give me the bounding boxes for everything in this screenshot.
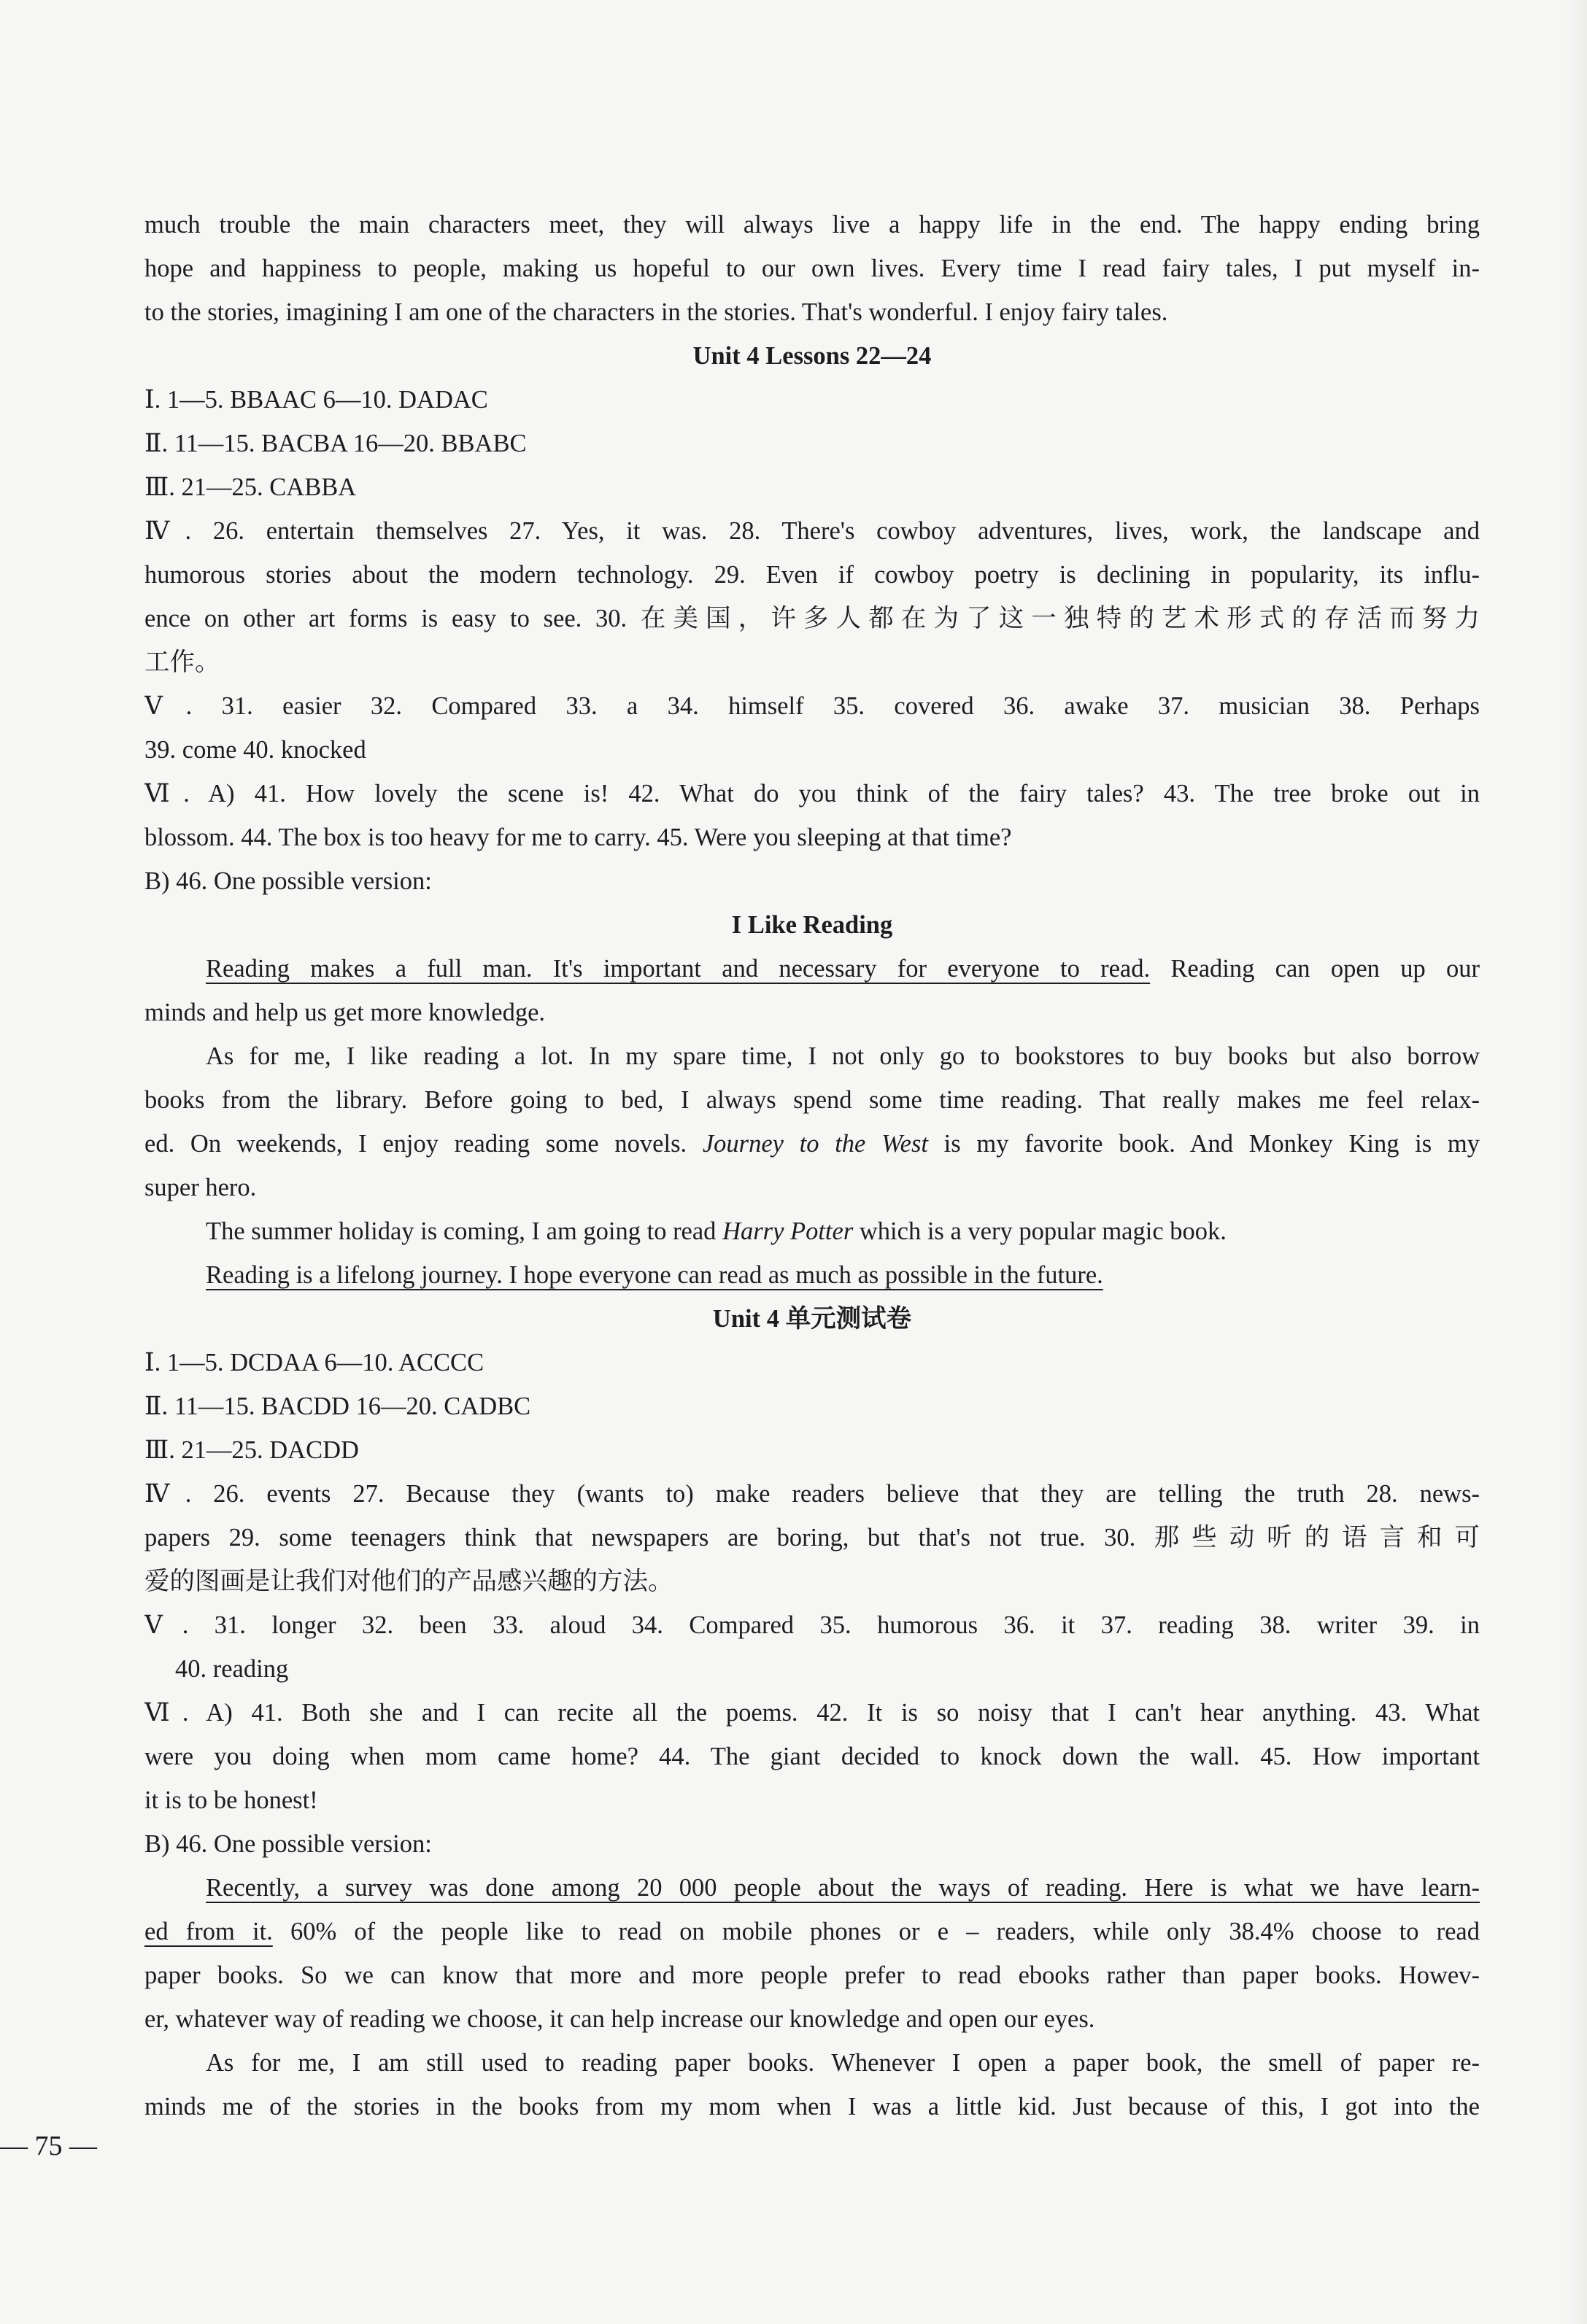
- text-line: [144, 378, 1480, 422]
- answer-key-page: [144, 203, 1480, 2129]
- text-line: [144, 1034, 1480, 1078]
- text-line: [144, 1910, 1480, 1953]
- text-line: [144, 1472, 1480, 1516]
- line-text: As for me, I am still used to reading paper books. Whenever I open a paper book, the smell of paper re-: [206, 2049, 1480, 2077]
- text-line: [144, 816, 1480, 859]
- line-text: humorous stories about the modern technology. 29. Even if cowboy poetry is declining in popularity, its influ-: [144, 561, 1480, 589]
- line-text: Ⅲ. 21—25. CABBA: [144, 473, 357, 501]
- line-text: Ⅵ. A) 41. Both she and I can recite all the poems. 42. It is so noisy that I can't hear anything. 43. What: [144, 1699, 1480, 1727]
- line-text: Ⅱ. 11—15. BACDD 16—20. CADBC: [144, 1393, 531, 1420]
- line-text: Reading makes a full man. It's important and necessary for everyone to read.: [206, 955, 1151, 983]
- text-line: [144, 465, 1480, 509]
- line-text: Ⅵ. A) 41. How lovely the scene is! 42. What do you think of the fairy tales? 43. The tree broke out in: [144, 780, 1480, 807]
- text-line: [144, 1078, 1480, 1122]
- line-text: Ⅰ. 1—5. BBAAC 6—10. DADAC: [144, 386, 488, 414]
- text-line: [144, 1341, 1480, 1384]
- text-line: [144, 1691, 1480, 1735]
- line-text: it is to be honest!: [144, 1786, 318, 1814]
- line-text-continued: is my favorite book. And Monkey King is my: [927, 1130, 1480, 1158]
- text-line: [144, 1735, 1480, 1778]
- line-text-continued: which is a very popular magic book.: [853, 1217, 1227, 1245]
- line-text: 40. reading: [175, 1655, 289, 1683]
- text-line: [144, 947, 1480, 991]
- text-line: [144, 597, 1480, 640]
- text-line: [144, 2041, 1480, 2085]
- line-text: Unit 4 Lessons 22—24: [692, 342, 932, 370]
- line-text: blossom. 44. The box is too heavy for me to carry. 45. Were you sleeping at that time?: [144, 824, 1012, 851]
- line-text: papers 29. some teenagers think that newspapers are boring, but that's not true. 30. 那些动听的语言和可: [144, 1524, 1480, 1552]
- text-line: [144, 684, 1480, 728]
- line-text: Recently, a survey was done among 20 000 people about the ways of reading. Here is what we have learn-: [206, 1874, 1480, 1902]
- line-text: Reading is a lifelong journey. I hope everyone can read as much as possible in the future.: [206, 1261, 1103, 1289]
- text-line: [144, 290, 1480, 334]
- text-line: [144, 640, 1480, 684]
- text-line: [144, 1778, 1480, 1822]
- text-line: [144, 1516, 1480, 1560]
- text-line: [144, 1866, 1480, 1910]
- line-text: minds me of the stories in the books from my mom when I was a little kid. Just because of this, I got into the: [144, 2093, 1480, 2120]
- line-text: ed from it.: [144, 1918, 273, 1945]
- text-line: [144, 859, 1480, 903]
- line-text: books from the library. Before going to bed, I always spend some time reading. That really makes me feel relax-: [144, 1086, 1480, 1114]
- text-line: [144, 1997, 1480, 2041]
- line-text: Unit 4 单元测试卷: [712, 1305, 912, 1333]
- text-line: [144, 991, 1480, 1034]
- text-line: [144, 1209, 1480, 1253]
- line-text: As for me, I like reading a lot. In my spare time, I not only go to bookstores to buy books but also borrow: [206, 1042, 1480, 1070]
- line-text: B) 46. One possible version:: [144, 1830, 432, 1858]
- line-text: were you doing when mom came home? 44. The giant decided to knock down the wall. 45. How important: [144, 1743, 1480, 1770]
- section-heading: [144, 903, 1480, 947]
- text-line: [144, 772, 1480, 816]
- page-number: — 75 —: [0, 2131, 97, 2161]
- line-text-continued: 60% of the people like to read on mobile phones or e – readers, while only 38.4% choose to read: [272, 1918, 1480, 1945]
- line-text: 工作。: [144, 648, 220, 676]
- text-line: [144, 422, 1480, 465]
- text-line: [144, 728, 1480, 772]
- text-line: [144, 1384, 1480, 1428]
- line-text: Ⅱ. 11—15. BACBA 16—20. BBABC: [144, 430, 527, 457]
- line-text: much trouble the main characters meet, they will always live a happy life in the end. The happy ending bring: [144, 211, 1480, 239]
- line-text: Ⅳ. 26. events 27. Because they (wants to) make readers believe that they are telling the truth 28. news-: [144, 1480, 1480, 1508]
- line-text: Ⅴ. 31. easier 32. Compared 33. a 34. himself 35. covered 36. awake 37. musician 38. Perhaps: [144, 692, 1480, 720]
- line-text: B) 46. One possible version:: [144, 867, 432, 895]
- line-text: paper books. So we can know that more and more people prefer to read ebooks rather than paper books. Howev-: [144, 1961, 1480, 1989]
- section-heading: [144, 334, 1480, 378]
- text-line: [144, 1122, 1480, 1166]
- text-line: [144, 2085, 1480, 2129]
- book-title: Harry Potter: [722, 1217, 854, 1245]
- line-text: er, whatever way of reading we choose, it can help increase our knowledge and open our eyes.: [144, 2005, 1095, 2033]
- line-text: super hero.: [144, 1174, 257, 1201]
- text-line: [144, 1253, 1480, 1297]
- text-line: [144, 203, 1480, 247]
- text-line: [144, 1953, 1480, 1997]
- text-line: [144, 1822, 1480, 1866]
- line-text: to the stories, imagining I am one of the characters in the stories. That's wonderful. I enjoy fairy tales.: [144, 298, 1168, 326]
- line-text: I Like Reading: [731, 911, 893, 939]
- section-heading: [144, 1297, 1480, 1341]
- line-text: hope and happiness to people, making us hopeful to our own lives. Every time I read fairy tales, I put myself in-: [144, 255, 1480, 282]
- line-text: Ⅴ. 31. longer 32. been 33. aloud 34. Compared 35. humorous 36. it 37. reading 38. writer 39. in: [144, 1611, 1480, 1639]
- line-text: ence on other art forms is easy to see. 30. 在美国，许多人都在为了这一独特的艺术形式的存活而努力: [144, 605, 1480, 632]
- line-text-continued: Reading can open up our: [1150, 955, 1480, 983]
- line-text: Ⅰ. 1—5. DCDAA 6—10. ACCCC: [144, 1349, 484, 1376]
- text-line: [144, 509, 1480, 553]
- text-line: [144, 553, 1480, 597]
- line-text: ed. On weekends, I enjoy reading some novels.: [144, 1130, 703, 1158]
- line-text: 爱的图画是让我们对他们的产品感兴趣的方法。: [144, 1568, 673, 1595]
- text-line: [144, 1560, 1480, 1603]
- text-line: [144, 1647, 1480, 1691]
- line-text: The summer holiday is coming, I am going to read: [206, 1217, 723, 1245]
- text-line: [144, 1603, 1480, 1647]
- line-text: Ⅳ. 26. entertain themselves 27. Yes, it was. 28. There's cowboy adventures, lives, work, the landscape and: [144, 517, 1480, 545]
- line-text: minds and help us get more knowledge.: [144, 999, 546, 1026]
- line-text: Ⅲ. 21—25. DACDD: [144, 1436, 359, 1464]
- text-line: [144, 1428, 1480, 1472]
- text-line: [144, 1166, 1480, 1209]
- line-text: 39. come 40. knocked: [144, 736, 366, 764]
- book-title: Journey to the West: [702, 1130, 928, 1158]
- text-line: [144, 247, 1480, 290]
- page-edge-shadow: [1565, 0, 1587, 2324]
